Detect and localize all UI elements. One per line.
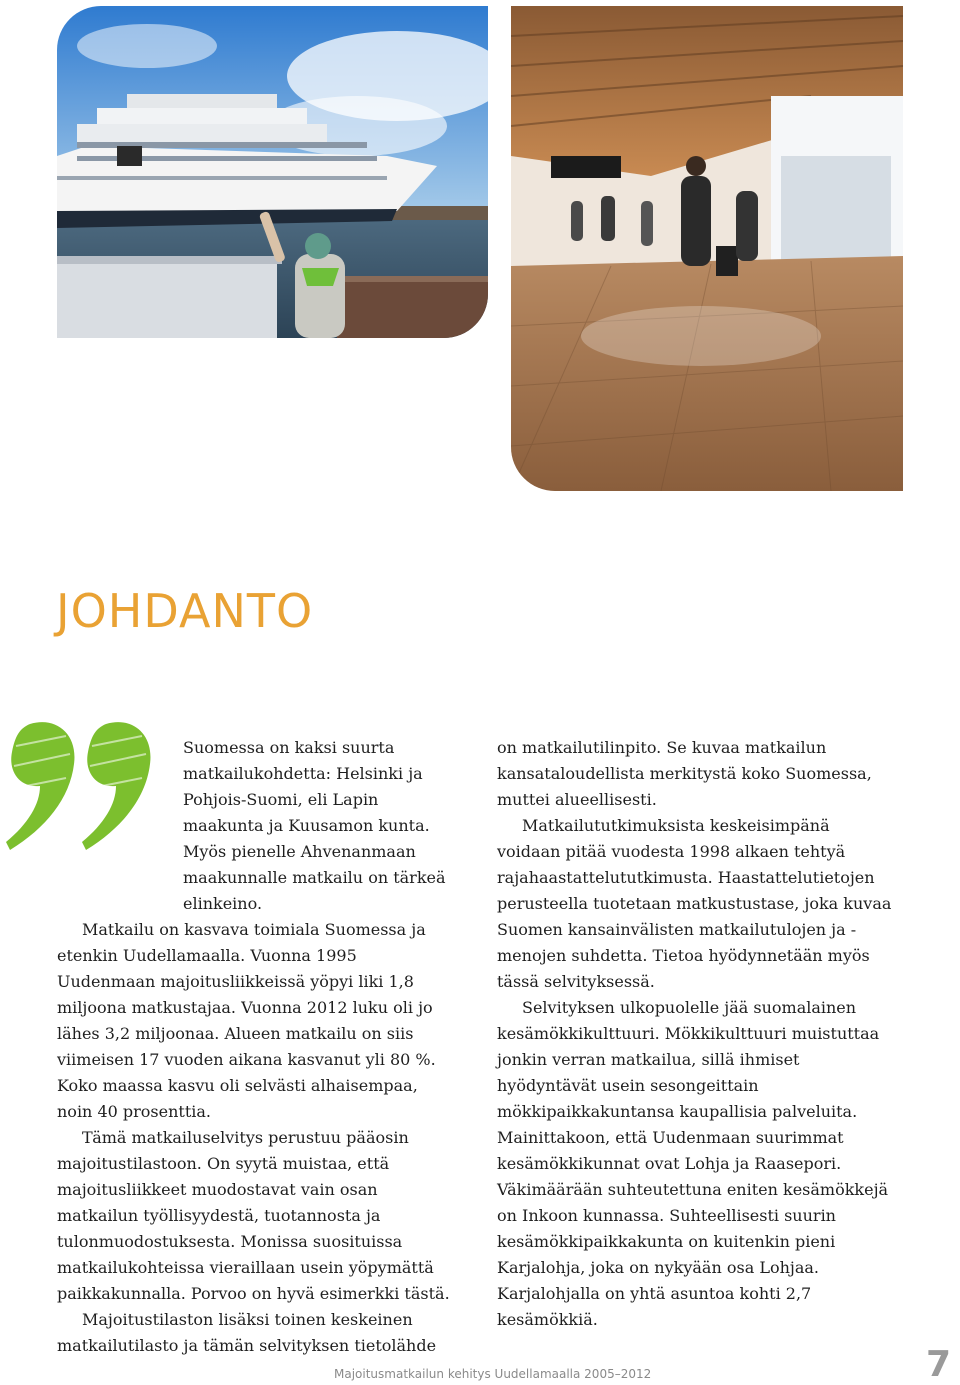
paragraph-growth: Matkailu on kasvava toimiala Suomessa ja etenkin Uudellamaalla. Vuonna 1995 Uudenmaan majoitusliikkeissä yöpyi liki 1,8 miljoona matkustajaa. Vuonna 2012 luku oli jo lähes 3,2 miljoonaa. Alueen matkailu on siis viimeisen 17 vuoden aikana kasvanut yli 80 %. Koko maassa kasvu oli selvästi alhaisempaa, noin 40 prosenttia. bbox=[57, 920, 436, 1121]
airport-terminal-illustration bbox=[511, 6, 903, 491]
cruise-ship-illustration bbox=[57, 6, 488, 338]
paragraph-statistics: Tämä matkailuselvitys perustuu pääosin majoitustilastoon. On syytä muistaa, että majoitusliikkeet muodostavat vain osan matkailun työllisyydestä, tuotannosta ja tulonmuodostuksesta. Monissa suosituissa matkailukohteissa vieraillaan usein yöpymättä paikkakunnalla. Porvoo on hyvä esimerkki tästä. bbox=[57, 1128, 450, 1303]
paragraph-border-survey: Matkailututkimuksista keskeisimpänä voidaan pitää vuodesta 1998 alkaen tehtyä rajahaastattelututkimusta. Haastattelutietojen perusteella tuotetaan matkustustase, joka kuvaa Suomen kansainvälisten matkailutulojen ja -menojen suhdetta. Tietoa hyödynnetään myös tässä selvityksessä. bbox=[497, 816, 892, 991]
paragraph-cottages: Selvityksen ulkopuolelle jää suomalainen kesämökkikulttuuri. Mökkikulttuuri muistuttaa jonkin verran matkailua, sillä ihmiset hyödyntävät usein sesongeittain mökkipaikkakuntansa kaupallisia palveluita. Mainittakoon, että Uudenmaan suurimmat kesämökkikunnat ovat Lohja ja Raasepori. Väkimäärään suhteutettuna eniten kesämökkejä on Inkoon kunnassa. Suhteellisesti suurin kesämökkipaikkakunta on kuitenkin pieni Karjalohja, joka on nykyään osa Lohjaa. Karjalohjalla on yhtä asuntoa kohti 2,7 kesämökkiä. bbox=[497, 998, 889, 1329]
paragraph-sources: Majoitustilaston lisäksi toinen keskeinen matkailutilasto ja tämän selvityksen tietolähde bbox=[57, 1310, 437, 1355]
paragraph-intro: Suomessa on kaksi suurta matkailukohdetta: Helsinki ja Pohjois-Suomi, eli Lapin maakunta ja Kuusamon kunta. Myös pienelle Ahvenanmaan maakunnalle matkailu on tärkeä elinkeino. bbox=[183, 738, 446, 913]
page-number: 7 bbox=[926, 1344, 952, 1385]
paragraph-account: on matkailutilinpito. Se kuvaa matkailun kansataloudellista merkitystä koko Suomessa, muttei alueellisesti. bbox=[497, 738, 872, 809]
cruise-ship-photo bbox=[57, 6, 488, 338]
airport-terminal-photo bbox=[511, 6, 903, 491]
left-text-column bbox=[57, 735, 457, 1359]
page-heading: JOHDANTO bbox=[56, 584, 314, 638]
right-text-column bbox=[497, 735, 897, 1333]
footer-title: Majoitusmatkailun kehitys Uudellamaalla 2005–2012 bbox=[334, 1367, 652, 1381]
